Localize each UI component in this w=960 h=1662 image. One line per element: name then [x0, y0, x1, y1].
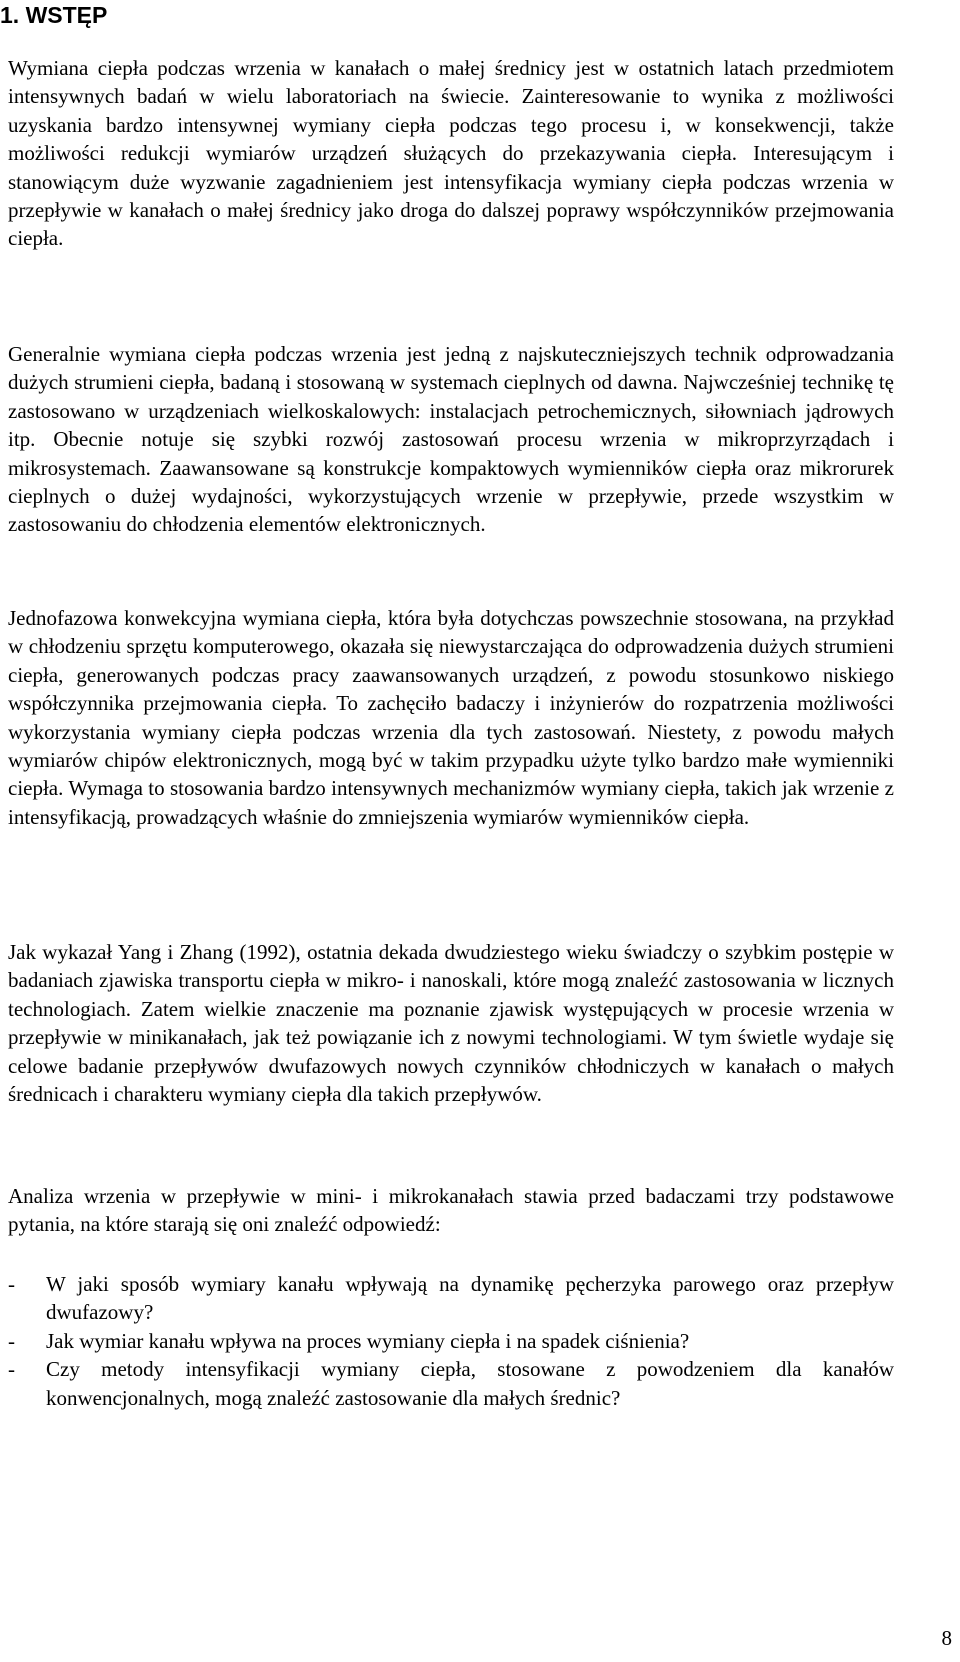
paragraph-2: Generalnie wymiana ciepła podczas wrzenia jest jedną z najskuteczniejszych technik odprowadzania dużych strumieni ciepła, badaną i stosowaną w systemach cieplnych od dawna. Najwcześniej technikę tę zastosowano w urządzeniach wielkoskalowych: instalacjach petrochemicznych, siłowniach jądrowych itp. Obecnie notuje się szybki rozwój zastosowań procesu wrzenia w mikroprzyrządach i mikrosystemach. Zaawansowane są konstrukcje kompaktowych wymienników ciepła oraz mikrorurek cieplnych o dużej wydajności, wykorzystujących wrzenie w przepływie, przede wszystkim w zastosowaniu do chłodzenia elementów elektronicznych. — [8, 342, 894, 537]
list-item-text: W jaki sposób wymiary kanału wpływają na dynamikę pęcherzyka parowego oraz przepływ dwufazowy? — [46, 1272, 894, 1325]
questions-list — [8, 1270, 894, 1412]
list-dash: - — [8, 1272, 15, 1296]
paragraph-3: Jednofazowa konwekcyjna wymiana ciepła, która była dotychczas powszechnie stosowana, na przykład w chłodzeniu sprzętu komputerowego, okazała się niewystarczająca do odprowadzenia dużych strumieni ciepła, generowanych podczas pracy zaawansowanych urządzeń, z powodu stosunkowo niskiego współczynnika przejmowania ciepła. To zachęciło badaczy i inżynierów do rozpatrzenia możliwości wykorzystania wymiany ciepła podczas wrzenia dla tych zastosowań. Niestety, z powodu małych wymiarów chipów elektronicznych, mogą być w takim przypadku użyte tylko bardzo małe wymienniki ciepła. Wymaga to stosowania bardzo intensywnych mechanizmów wymiany ciepła, takich jak wrzenie z intensyfikacją, prowadzących właśnie do zmniejszenia wymiarów wymienników ciepła. — [8, 606, 894, 829]
paragraph-1: Wymiana ciepła podczas wrzenia w kanałach o małej średnicy jest w ostatnich latach przedmiotem intensywnych badań w wielu laboratoriach na świecie. Zainteresowanie to wynika z możliwości uzyskania bardzo intensywnej wymiany ciepła podczas tego procesu i, w konsekwencji, także możliwości redukcji wymiarów urządzeń służących do przekazywania ciepła. Interesującym i stanowiącym duże wyzwanie zagadnieniem jest intensyfikacja wymiany ciepła podczas wrzenia w przepływie w kanałach o małej średnicy jako droga do dalszej poprawy współczynników przejmowania ciepła. — [8, 56, 894, 251]
list-dash: - — [8, 1357, 15, 1382]
section-heading: 1. WSTĘP — [0, 2, 108, 28]
paragraph-4: Jak wykazał Yang i Zhang (1992), ostatnia dekada dwudziestego wieku świadczy o szybkim postępie w badaniach zjawiska transportu ciepła w mikro- i nanoskali, które mogą znaleźć zastosowania w licznych technologiach. Zatem wielkie znaczenie ma poznanie zjawisk występujących w procesie wrzenia w przepływie w minikanałach, jak też powiązanie ich z nowymi technologiami. W tym świetle wydaje się celowe badanie przepływów dwufazowych nowych czynników chłodniczych w kanałach o małych średnicach i charakteru wymiany ciepła dla takich przepływów. — [8, 940, 894, 1107]
list-item — [8, 1355, 894, 1412]
list-item-text: Czy metody intensyfikacji wymiany ciepła, stosowane z powodzeniem dla kanałów konwencjonalnych, mogą znaleźć zastosowanie dla małych średnic? — [46, 1357, 894, 1410]
list-item — [8, 1270, 894, 1327]
list-dash: - — [8, 1328, 15, 1353]
list-item — [8, 1327, 894, 1355]
paragraph-5: Analiza wrzenia w przepływie w mini- i mikrokanałach stawia przed badaczami trzy podstawowe pytania, na które starają się oni znaleźć odpowiedź: — [8, 1184, 894, 1237]
page-number: 8 — [941, 1626, 952, 1650]
list-item-text: Jak wymiar kanału wpływa na proces wymiany ciepła i na spadek ciśnienia? — [46, 1328, 690, 1353]
